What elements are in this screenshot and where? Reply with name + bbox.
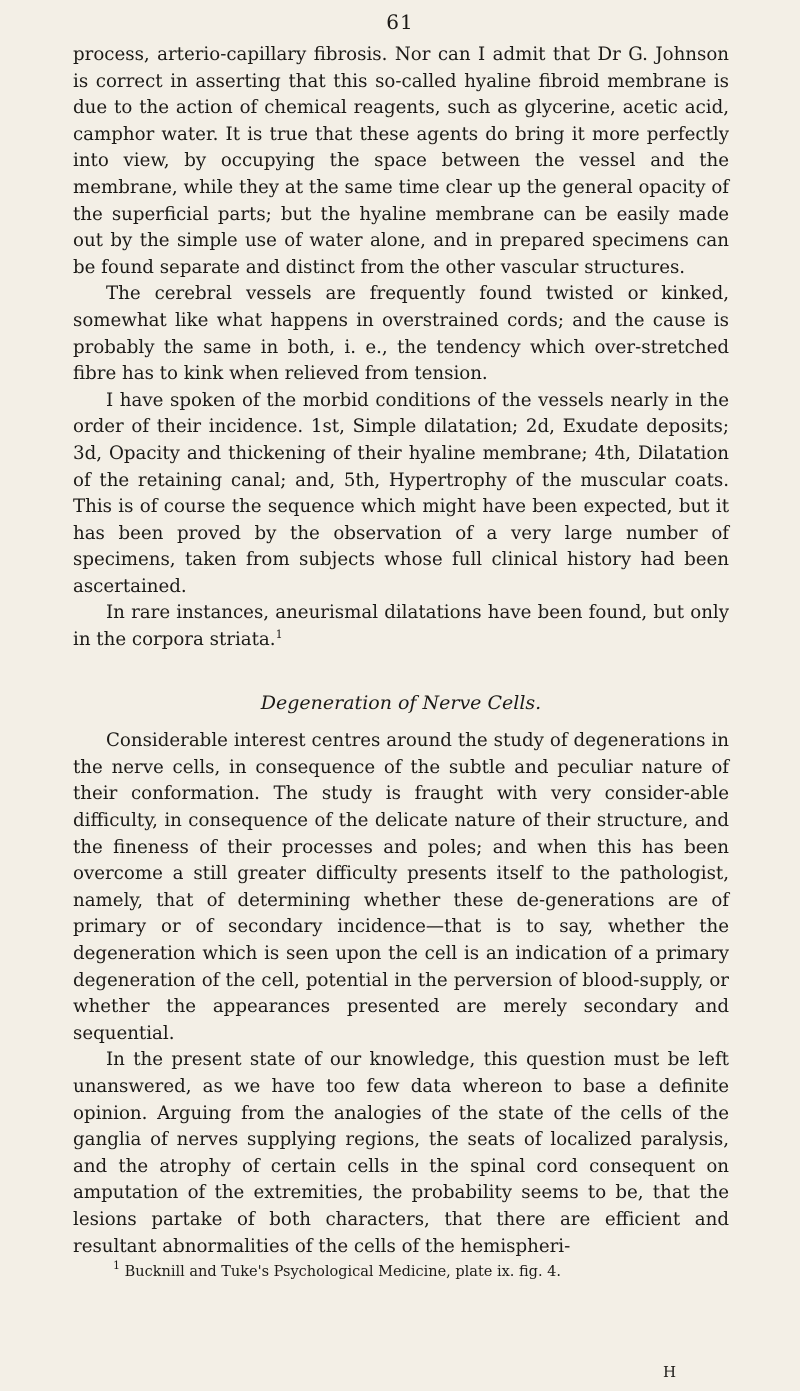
paragraph-3: I have spoken of the morbid conditions of the vessels nearly in the order of their incidence. 1st, Simple dilatation; 2d, Exudate deposits; 3d, Opacity and thickening of their hyaline membrane; 4th, Dilatation of the retaining canal; and, 5th, Hypertrophy of the muscular coats. This is of course the sequence which might have been expected, but it has been proved by the observation of a very large number of specimens, taken from subjects whose full clinical history had been ascertained. — [73, 389, 729, 597]
paragraph-5: Considerable interest centres around the study of degenerations in the nerve cells, in consequence of the subtle and peculiar nature of their conformation. The study is fraught with very consider-able difficulty, in consequence of the delicate nature of their structure, and the fineness of their processes and poles; and when this has been overcome a still greater difficulty presents itself to the pathologist, namely, that of determining whether these de-generations are of primary or of secondary incidence—that is to say, whether the degeneration which is seen upon the cell is an indication of a primary degeneration of the cell, potential in the perversion of blood-supply, or whether the appearances presented are merely secondary and sequential. — [73, 730, 729, 1044]
paragraph-4 — [73, 600, 729, 653]
body-text — [73, 42, 729, 1282]
paragraph-2: The cerebral vessels are frequently found twisted or kinked, somewhat like what happens in overstrained cords; and the cause is probably the same in both, i. e., the tendency which over-stretched fibre has to kink when relieved from tension. — [73, 283, 729, 385]
paragraph-6: In the present state of our knowledge, this question must be left unanswered, as we have too few data whereon to base a definite opinion. Arguing from the analogies of the state of the cells of the ganglia of nerves supplying regions, the seats of localized paralysis, and the atrophy of certain cells in the spinal cord consequent on amputation of the extremities, the probability seems to be, that the lesions partake of both characters, that there are efficient and resultant abnormalities of the cells of the hemispheri- — [73, 1049, 729, 1257]
paragraph-4-text: In rare instances, aneurismal dilatations have been found, but only in the corpora striata. — [73, 602, 729, 651]
paragraph-1: process, arterio-capillary fibrosis. Nor can I admit that Dr G. Johnson is correct in asserting that this so-called hyaline fibroid membrane is due to the action of chemical reagents, such as glycerine, acetic acid, camphor water. It is true that these agents do bring it more perfectly into view, by occupying the space between the vessel and the membrane, while they at the same time clear up the general opacity of the superficial parts; but the hyaline membrane can be easily made out by the simple use of water alone, and in prepared specimens can be found separate and distinct from the other vascular structures. — [73, 44, 729, 278]
signature-mark: H — [663, 1363, 678, 1381]
footnote-marker: 1 — [113, 1259, 120, 1273]
section-heading: Degeneration of Nerve Cells. — [260, 691, 542, 714]
footnote-text: Bucknill and Tuke's Psychological Medicine, plate ix. fig. 4. — [124, 1264, 562, 1281]
footnote-ref: 1 — [275, 628, 283, 642]
page-number: 61 — [386, 10, 414, 34]
footnote — [73, 1259, 729, 1282]
